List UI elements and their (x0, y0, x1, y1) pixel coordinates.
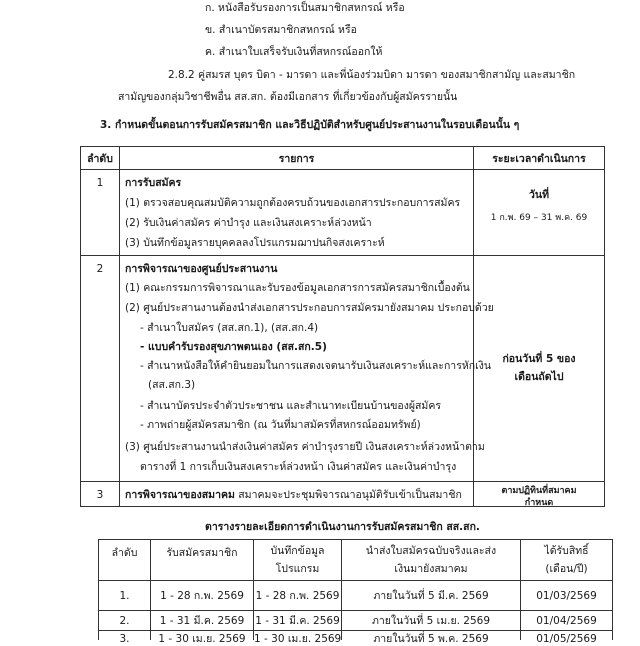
table2-header-receive: รับสมัครสมาชิก (166, 547, 238, 559)
row2-period-line2: เดือนถัดไป (514, 371, 564, 383)
table2-header-send-line1: นำส่งใบสมัครฉบับจริงและส่ง (365, 545, 497, 557)
table2-row2-no: 2. (119, 615, 130, 627)
row2-no: 2 (96, 263, 104, 275)
row1-period-range: 1 ก.พ. 69 – 31 พ.ค. 69 (490, 213, 588, 223)
table2-header-record-line2: โปรแกรม (275, 563, 320, 575)
table2-row3-receive: 1 - 30 เม.ย. 2569 (158, 633, 246, 645)
row2-item-8: - ภาพถ่ายผู้สมัครสมาชิก (ณ วันที่มาสมัครที่สหกรณ์ออมทรัพย์) (140, 419, 421, 431)
table2-row1-send: ภายในวันที่ 5 มี.ค. 2569 (373, 590, 489, 602)
table2-row2-receive: 1 - 31 มี.ค. 2569 (159, 615, 245, 627)
table2-header-no: ลำดับ (111, 547, 138, 559)
table2-row1-receive: 1 - 28 ก.พ. 2569 (160, 590, 244, 602)
table2-row2-rights: 01/04/2569 (536, 615, 597, 627)
row1-period-title: วันที่ (529, 189, 549, 201)
row2-period-line1: ก่อนวันที่ 5 ของ (502, 353, 576, 365)
row2-item-10: ตารางที่ 1 การเก็บเงินสงเคราะห์ล่วงหน้า เงินค่าสมัคร และเงินค่าบำรุง (140, 461, 457, 473)
table2-row3-send: ภายในวันที่ 5 พ.ค. 2569 (373, 633, 489, 645)
table1-header-item: รายการ (278, 153, 315, 165)
row1-no: 1 (96, 177, 104, 189)
row3-period-line1: ตามปฏิทินที่สมาคม (501, 486, 577, 496)
row3-title: การพิจารณาของสมาคม (125, 489, 235, 501)
row2-item-3: - สำเนาใบสมัคร (สส.สก.1), (สส.สก.4) (140, 322, 319, 334)
row1-item-2: (2) รับเงินค่าสมัคร ค่าบำรุง และเงินสงเคราะห์ล่วงหน้า (125, 217, 372, 229)
intro-item-b: ข. สำเนาบัตรสมาชิกสหกรณ์ หรือ (205, 24, 357, 36)
row2-item-9: (3) ศูนย์ประสานงานนำส่งเงินค่าสมัคร ค่าบำรุงรายปี เงินสงเคราะห์ล่วงหน้าตาม (125, 441, 485, 453)
row3-line (125, 488, 462, 502)
table2-caption: ตารางรายละเอียดการดำเนินงานการรับสมัครสมาชิก สส.สก. (205, 521, 480, 533)
table2-header-send-line2: เงินมายังสมาคม (394, 563, 468, 575)
row2-item-2: (2) ศูนย์ประสานงานต้องนำส่งเอกสารประกอบการสมัครมายังสมาคม ประกอบด้วย (125, 302, 494, 314)
row1-title: การรับสมัคร (125, 177, 182, 189)
clause-282-line2: สามัญของกลุ่มวิชาชีพอื่น สส.สก. ต้องมีเอกสาร ที่เกี่ยวข้องกับผู้สมัครรายนั้น (118, 91, 458, 103)
row2-item-5: - สำเนาหนังสือให้คำยินยอมในการแสดงเจตนารับเงินสงเคราะห์และการหักเงิน (140, 360, 492, 372)
table2-row2-record: 1 - 31 มี.ค. 2569 (255, 615, 340, 627)
table2-row1-rights: 01/03/2569 (536, 590, 597, 602)
table1-header-period: ระยะเวลาดำเนินการ (492, 153, 586, 165)
row2-item-6: (สส.สก.3) (148, 379, 196, 391)
row3-period-line2: กำหนด (524, 498, 554, 508)
row2-item-7: - สำเนาบัตรประจำตัวประชาชน และสำเนาทะเบียนบ้านของผู้สมัคร (140, 400, 441, 412)
row3-no: 3 (96, 489, 104, 501)
table2-row2-send: ภายในวันที่ 5 เม.ย. 2569 (371, 615, 491, 627)
table2-row3-no: 3. (119, 633, 130, 645)
intro-item-a: ก. หนังสือรับรองการเป็นสมาชิกสหกรณ์ หรือ (205, 2, 405, 14)
table2-row1-no: 1. (119, 590, 130, 602)
table2-header-rights-line1: ได้รับสิทธิ์ (544, 545, 589, 557)
section3-heading: 3. กำหนดขั้นตอนการรับสมัครสมาชิก และวิธีปฏิบัติสำหรับศูนย์ประสานงานในรอบเดือนนั้น ๆ (100, 119, 520, 131)
table2-row1-record: 1 - 28 ก.พ. 2569 (255, 590, 340, 602)
row1-item-1: (1) ตรวจสอบคุณสมบัติความถูกต้องครบถ้วนของเอกสารประกอบการสมัคร (125, 197, 461, 209)
row3-desc: สมาคมจะประชุมพิจารณาอนุมัติรับเข้าเป็นสมาชิก (238, 489, 462, 501)
table2-row3-rights: 01/05/2569 (536, 633, 597, 645)
intro-item-c: ค. สำเนาใบเสร็จรับเงินที่สหกรณ์ออกให้ (205, 46, 383, 58)
table2-row3-record: 1 - 30 เม.ย. 2569 (254, 633, 342, 645)
row2-title: การพิจารณาของศูนย์ประสานงาน (125, 263, 278, 275)
row2-item-4: - แบบคำรับรองสุขภาพตนเอง (สส.สก.5) (140, 341, 327, 353)
table1-header-no: ลำดับ (87, 153, 113, 165)
clause-282-line1: 2.8.2 คู่สมรส บุตร บิดา - มารดา และพี่น้องร่วมบิดา มารดา ของสมาชิกสามัญ และสมาชิก (168, 69, 576, 81)
row1-item-3: (3) บันทึกข้อมูลรายบุคคลลงโปรแกรมฌาปนกิจสงเคราะห์ (125, 237, 385, 249)
table2-header-rights-line2: (เดือน/ปี) (545, 563, 588, 575)
table2-header-record-line1: บันทึกข้อมูล (270, 545, 325, 557)
row2-item-1: (1) คณะกรรมการพิจารณาและรับรองข้อมูลเอกสารการสมัครสมาชิกเบื้องต้น (125, 282, 470, 294)
